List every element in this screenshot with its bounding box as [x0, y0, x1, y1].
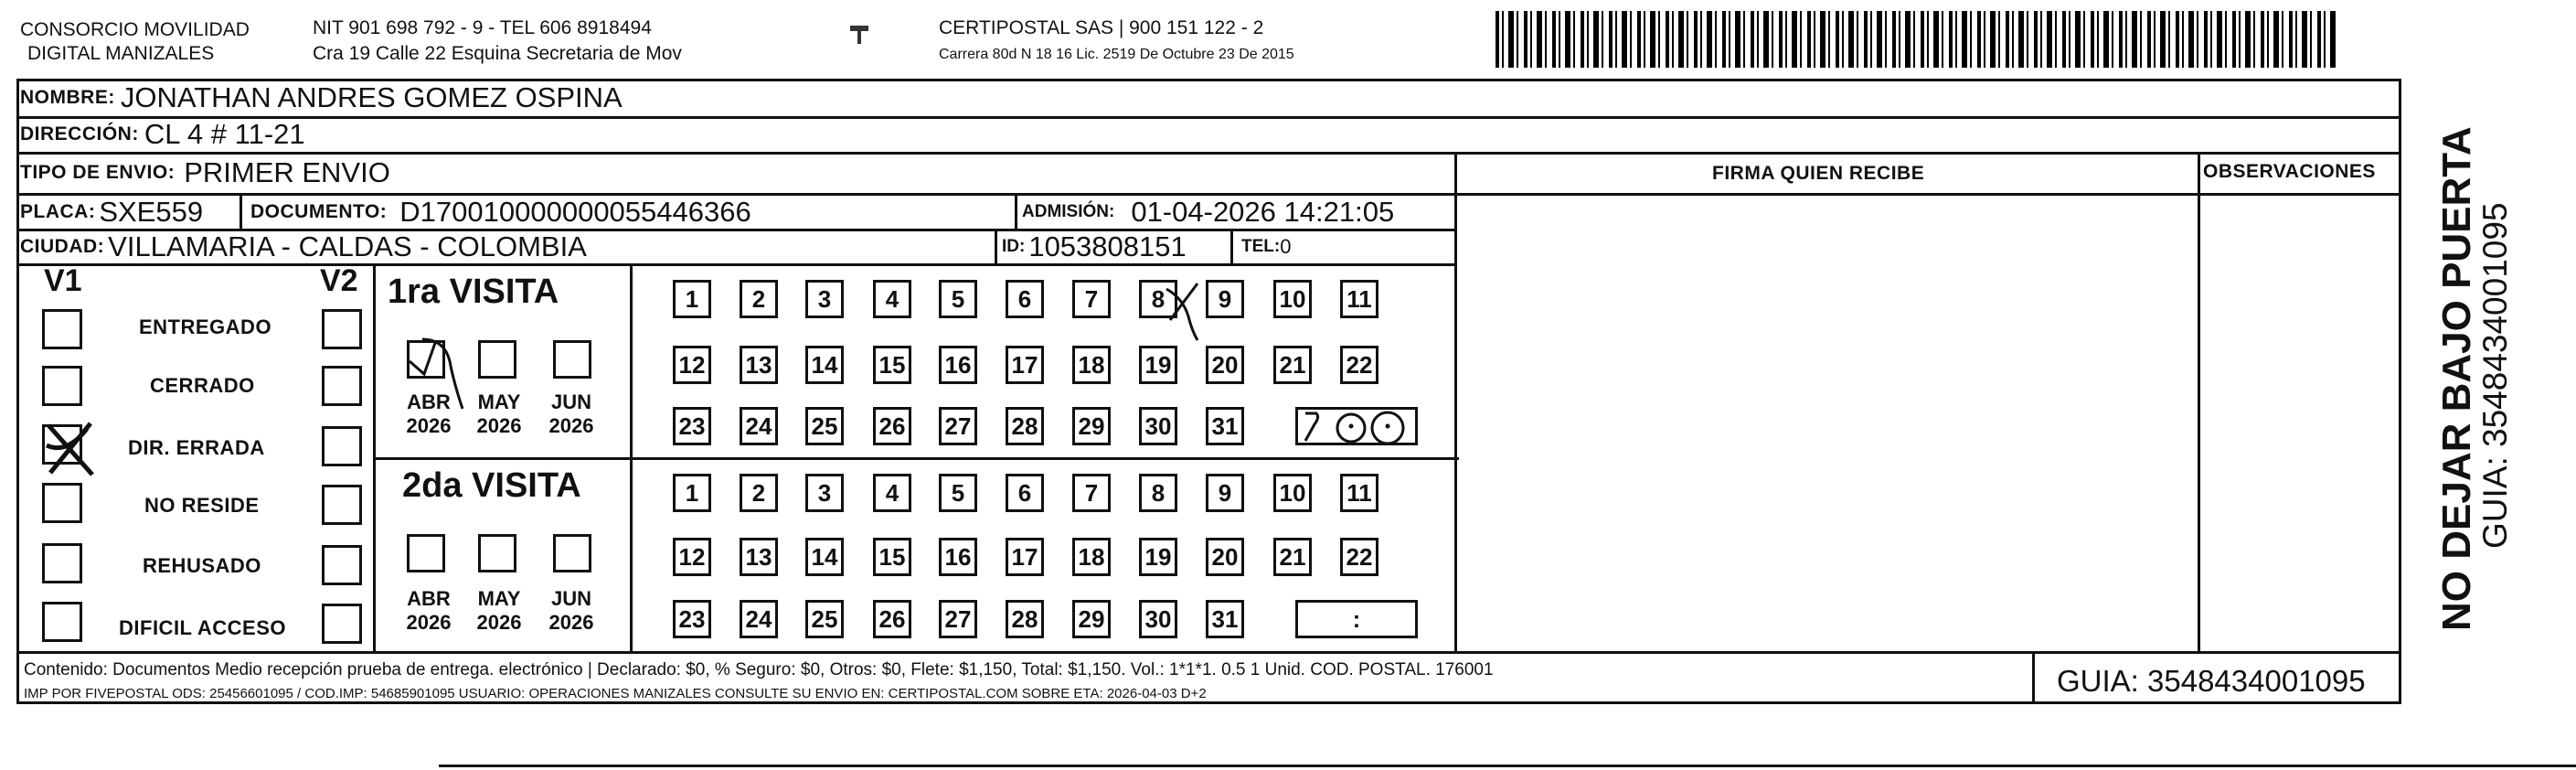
visit2-month-abr-box[interactable] — [407, 534, 445, 572]
visit1-day-14[interactable]: 14 — [805, 346, 844, 384]
visit1-day-4[interactable]: 4 — [873, 280, 911, 318]
visit2-month-jun-label: JUN 2026 — [548, 587, 594, 634]
visit1-day-30[interactable]: 30 — [1139, 407, 1177, 445]
status-cerrado: CERRADO — [150, 374, 255, 397]
status-dificil-acceso: DIFICIL ACCESO — [119, 616, 287, 639]
visit1-day-8[interactable]: 8 — [1139, 280, 1177, 318]
visit2-title: 2da VISITA — [402, 466, 581, 505]
handwritten-time — [1298, 404, 1417, 450]
side-guia: GUIA: 3548434001095 — [2476, 202, 2514, 549]
visit2-day-28[interactable]: 28 — [1006, 600, 1044, 638]
v2-entregado-checkbox[interactable] — [322, 309, 362, 349]
visit2-day-22[interactable]: 22 — [1340, 538, 1378, 576]
direccion-label: DIRECCIÓN: — [20, 123, 139, 144]
id-cell — [1002, 230, 1187, 263]
v1-rehusado-checkbox[interactable] — [42, 543, 82, 583]
visit1-day-11[interactable]: 11 — [1340, 280, 1378, 318]
visit2-day-6[interactable]: 6 — [1006, 474, 1044, 512]
visit1-day-28[interactable]: 28 — [1006, 407, 1044, 445]
visit1-day-2[interactable]: 2 — [740, 280, 778, 318]
visit2-day-27[interactable]: 27 — [939, 600, 977, 638]
status-dir-errada: DIR. ERRADA — [128, 436, 265, 459]
visit1-day-29[interactable]: 29 — [1072, 407, 1111, 445]
visit1-day-20[interactable]: 20 — [1206, 346, 1244, 384]
visit1-day-23[interactable]: 23 — [673, 407, 711, 445]
v2-dificil-acceso-checkbox[interactable] — [322, 604, 362, 644]
visit2-day-13[interactable]: 13 — [740, 538, 778, 576]
nombre-label: NOMBRE: — [20, 87, 115, 108]
ciudad-label: CIUDAD: — [20, 236, 105, 257]
visit2-day-12[interactable]: 12 — [673, 538, 711, 576]
status-entregado: ENTREGADO — [139, 315, 272, 338]
courier-license: Carrera 80d N 18 16 Lic. 2519 De Octubre 23 De 2015 — [939, 47, 1294, 62]
tipo-label: TIPO DE ENVIO: — [20, 162, 176, 183]
visit1-month-jun-label: JUN 2026 — [548, 390, 594, 437]
visit2-day-23[interactable]: 23 — [673, 600, 711, 638]
visit2-month-may-label: MAY 2026 — [476, 587, 522, 634]
handwritten-x-mark — [39, 418, 103, 482]
visit1-time-box[interactable] — [1295, 407, 1418, 445]
visit2-day-3[interactable]: 3 — [805, 474, 844, 512]
visit1-day-17[interactable]: 17 — [1006, 346, 1044, 384]
company-name-line2: DIGITAL MANIZALES — [27, 43, 215, 64]
visit1-day-27[interactable]: 27 — [939, 407, 977, 445]
visit2-day-11[interactable]: 11 — [1340, 474, 1378, 512]
visit1-day-7[interactable]: 7 — [1072, 280, 1111, 318]
visit1-day-22[interactable]: 22 — [1340, 346, 1378, 384]
side-warning: NO DEJAR BAJO PUERTA — [2434, 126, 2479, 631]
visit1-day-3[interactable]: 3 — [805, 280, 844, 318]
visit1-month-abr-box[interactable] — [407, 340, 445, 379]
visit1-day-26[interactable]: 26 — [873, 407, 911, 445]
v2-rehusado-checkbox[interactable] — [322, 545, 362, 585]
visit1-day-16[interactable]: 16 — [939, 346, 977, 384]
visit1-day-5[interactable]: 5 — [939, 280, 977, 318]
courier-line: CERTIPOSTAL SAS | 900 151 122 - 2 — [939, 17, 1264, 38]
visit1-title: 1ra VISITA — [388, 273, 559, 311]
visit2-day-14[interactable]: 14 — [805, 538, 844, 576]
tel-cell — [1241, 230, 1291, 263]
nombre-row — [20, 81, 623, 114]
direccion-value: CL 4 # 11-21 — [144, 118, 305, 150]
placa-cell — [20, 196, 203, 229]
visit1-day-6[interactable]: 6 — [1006, 280, 1044, 318]
v1-label: V1 — [44, 263, 82, 298]
visit1-day-19[interactable]: 19 — [1139, 346, 1177, 384]
visit2-day-16[interactable]: 16 — [939, 538, 977, 576]
barcode — [1496, 11, 2336, 68]
visit2-day-4[interactable]: 4 — [873, 474, 911, 512]
visit1-month-may-box[interactable] — [478, 340, 516, 379]
visit1-month-abr-label: ABR 2026 — [406, 390, 452, 437]
tipo-row — [20, 156, 390, 189]
v1-no-reside-checkbox[interactable] — [42, 483, 82, 523]
visit2-day-30[interactable]: 30 — [1139, 600, 1177, 638]
footer-contents: Contenido: Documentos Medio recepción prueba de entrega. electrónico | Declarado: $0, % Seguro: $0, Otros: $0, Flete: $1,150, Total: $1,150. Vol.: 1*1*1. 0.5 1 Unid. COD. POSTAL. 176001 — [24, 660, 1494, 679]
visit2-month-may-box[interactable] — [478, 534, 516, 572]
v2-cerrado-checkbox[interactable] — [322, 366, 362, 406]
direccion-row — [20, 118, 305, 151]
admision-label: ADMISIÓN: — [1022, 202, 1115, 221]
firma-label: FIRMA QUIEN RECIBE — [1712, 163, 1925, 184]
visit1-day-10[interactable]: 10 — [1273, 280, 1312, 318]
status-rehusado: REHUSADO — [143, 554, 261, 577]
status-no-reside: NO RESIDE — [144, 494, 260, 517]
v1-dificil-acceso-checkbox[interactable] — [42, 602, 82, 642]
footer-guia: GUIA: 3548434001095 — [2057, 664, 2366, 698]
visit1-day-25[interactable]: 25 — [805, 407, 844, 445]
courier-logo — [841, 20, 878, 48]
visit1-day-18[interactable]: 18 — [1072, 346, 1111, 384]
visit2-day-17[interactable]: 17 — [1006, 538, 1044, 576]
tel-value: 0 — [1280, 235, 1292, 258]
visit1-month-jun-box[interactable] — [553, 340, 591, 379]
visit1-month-may-label: MAY 2026 — [476, 390, 522, 437]
visit1-day-12[interactable]: 12 — [673, 346, 711, 384]
id-label: ID: — [1002, 237, 1026, 256]
visit1-day-15[interactable]: 15 — [873, 346, 911, 384]
visit1-day-21[interactable]: 21 — [1273, 346, 1312, 384]
visit2-day-25[interactable]: 25 — [805, 600, 844, 638]
documento-label: DOCUMENTO: — [250, 201, 388, 222]
visit2-day-2[interactable]: 2 — [740, 474, 778, 512]
visit2-day-19[interactable]: 19 — [1139, 538, 1177, 576]
documento-cell — [250, 196, 751, 229]
tel-label: TEL: — [1241, 237, 1281, 256]
observaciones-label: OBSERVACIONES — [2203, 161, 2376, 182]
visit2-day-24[interactable]: 24 — [740, 600, 778, 638]
v2-label: V2 — [320, 263, 358, 298]
visit2-time-box[interactable]: : — [1295, 600, 1418, 638]
visit2-day-21[interactable]: 21 — [1273, 538, 1312, 576]
visit2-month-abr-label: ABR 2026 — [406, 587, 452, 634]
ciudad-cell — [20, 230, 587, 263]
v1-dir-errada-checkbox[interactable] — [42, 424, 82, 465]
visit1-day-9[interactable]: 9 — [1206, 280, 1244, 318]
documento-value: D170010000000055446366 — [399, 196, 751, 228]
tipo-value: PRIMER ENVIO — [184, 156, 390, 188]
visit2-day-10[interactable]: 10 — [1273, 474, 1312, 512]
nit-line: NIT 901 698 792 - 9 - TEL 606 8918494 — [313, 17, 652, 38]
placa-label: PLACA: — [20, 201, 96, 222]
footer-print-info: IMP POR FIVEPOSTAL ODS: 25456601095 / COD.IMP: 54685901095 USUARIO: OPERACIONES MANIZALES CONSULTE SU ENVIO EN: CERTIPOSTAL.COM SOBRE ETA: 2026-04-03 D+2 — [24, 686, 1207, 701]
admision-cell — [1022, 196, 1394, 229]
address-line: Cra 19 Calle 22 Esquina Secretaria de Mov — [313, 43, 682, 64]
visit2-day-1[interactable]: 1 — [673, 474, 711, 512]
v2-dir-errada-checkbox[interactable] — [322, 426, 362, 466]
visit2-day-18[interactable]: 18 — [1072, 538, 1111, 576]
paper-edge — [439, 765, 2576, 767]
id-value: 1053808151 — [1028, 230, 1187, 262]
visit1-day-24[interactable]: 24 — [740, 407, 778, 445]
visit2-day-26[interactable]: 26 — [873, 600, 911, 638]
visit1-day-31[interactable]: 31 — [1206, 407, 1244, 445]
visit2-day-9[interactable]: 9 — [1206, 474, 1244, 512]
company-name-line1: CONSORCIO MOVILIDAD — [20, 19, 250, 40]
visit2-day-7[interactable]: 7 — [1072, 474, 1111, 512]
visit1-day-1[interactable]: 1 — [673, 280, 711, 318]
visit2-day-15[interactable]: 15 — [873, 538, 911, 576]
nombre-value: JONATHAN ANDRES GOMEZ OSPINA — [120, 81, 623, 113]
visit2-month-jun-box[interactable] — [553, 534, 591, 572]
v1-cerrado-checkbox[interactable] — [42, 366, 82, 406]
visit2-day-29[interactable]: 29 — [1072, 600, 1111, 638]
visit2-day-31[interactable]: 31 — [1206, 600, 1244, 638]
visit2-day-8[interactable]: 8 — [1139, 474, 1177, 512]
ciudad-value: VILLAMARIA - CALDAS - COLOMBIA — [108, 230, 587, 262]
placa-value: SXE559 — [99, 196, 204, 228]
handwritten-slash-mark — [1161, 280, 1207, 344]
v1-entregado-checkbox[interactable] — [42, 309, 82, 349]
visit2-day-20[interactable]: 20 — [1206, 538, 1244, 576]
visit1-day-13[interactable]: 13 — [740, 346, 778, 384]
visit2-day-5[interactable]: 5 — [939, 474, 977, 512]
v2-no-reside-checkbox[interactable] — [322, 485, 362, 525]
admision-value: 01-04-2026 14:21:05 — [1131, 196, 1395, 228]
